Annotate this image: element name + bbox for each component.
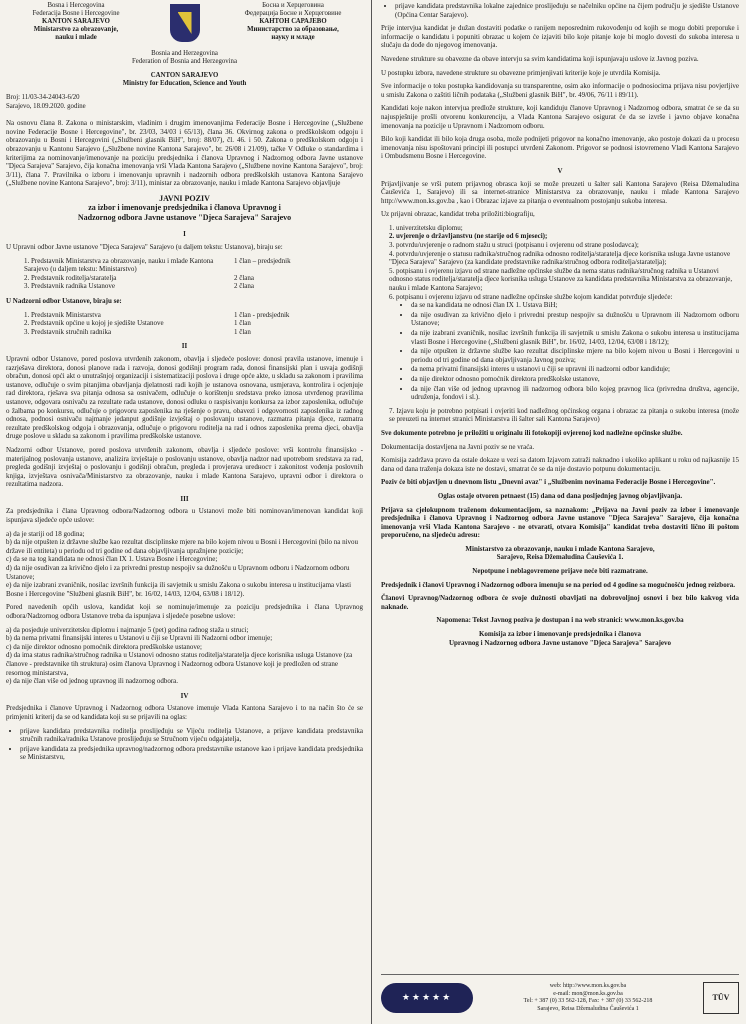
cert-label: TÜV [712,993,730,1003]
submission-address [381,545,739,562]
roster-role: 2. Predstavnik općine u kojoj je sjedište Ustanove [24,319,164,328]
list-item: • da nije direktor odnosno pomoćnik direktora predškolske ustanove, [411,375,739,384]
list-item: • da nije osuđivan za krivično djelo i privredni prestup nespojiv sa dužnošću u Upravnom ili Nadzornom odboru Ustanove; [411,311,739,328]
list-item: a) da je stariji od 18 godina; [6,529,85,538]
upravni-roster [24,257,363,291]
section-paragraph: U Upravni odbor Javne ustanove "Djeca Sarajeva" Sarajevo (u daljem tekstu: Ustanova), biraju se: [6,243,283,252]
address-line: Ministarstvo za obrazovanje, nauku i mlade Kantona Sarajevo, [465,544,655,553]
lh-line: науку и младе [271,34,315,41]
lh-line: nauku i mlade [55,34,97,41]
body-paragraph: Nepotpune i neblagovremene prijave neće biti razmatrane. [472,567,648,576]
list-item: e) da nije izabrani zvaničnik, nosilac izvršnih funkcija ili savjetnik u smislu Zakona o sukobu interesa u institucijama vlasti Bosne i Hercegovine "Službeni glasnik BiH", br. 16/02, 14/03, 12/04, 63/08 i 18/12). [6,581,352,598]
body-paragraph: Uz prijavni obrazac, kandidat treba priložiti:biografiju, [381,210,535,219]
lh-line: Босна и Херцеговина [262,2,324,9]
list-item: b) da nije otpušten iz državne službe kao rezultat disciplinske mjere na bilo kojem nivou u Bosni i Hercegovini (bilo na nivou države ili entiteta) u periodu od tri godine od dana objavljivanja upražnjene pozicije; [6,538,359,555]
body-paragraph: Članovi Upravnog/Nadzornog odbora će svoje dužnosti obavljati na dobrovoljnoj osnovi i bez bilo kakvog vida naknade. [381,594,739,611]
list-item: • prijave kandidata predstavnika roditelja proslijeđuju se Vijeću roditelja Ustanove, a prijave kandidata predstavnika stručnih radnika/radnika Ustanove proslijeđuju se Stručnom vijeću odgajatelja, [20,727,363,744]
list-item: c) da se na tog kandidata ne odnosi član IX 1. Ustava Bosne i Hercegovine; [6,555,218,564]
roster-count: 1 član [234,327,251,336]
lh-line: Министарство за образовање, [247,26,339,33]
body-paragraph: Sve informacije o toku postupka kandidovanja su transparentne, osim ako informacije o podnosiocima prijava nisu povjerljive u smislu Zakona o zaštiti ličnih podataka („Službeni glasnik BiH", br. 49/06, 76/11 i 89/11). [381,82,739,99]
stars-logo-icon: ★★★★★ [381,983,473,1013]
body-paragraph: Oglas ostaje otvoren petnaest (15) dana od dana posljednjeg javnog objavljivanja. [437,491,683,500]
title-line: JAVNI POZIV [159,193,210,203]
roster-role: 1. Predstavnik Ministarstva za obrazovanje, nauku i mlade Kantona Sarajevo (u daljem tekstu: Ministarstvo) [24,256,214,274]
body-paragraph: U postupku izbora, navedene strukture su obavezne primjenjivati kriterije koje je utvrdila Komisija. [381,68,661,77]
reference-block [6,94,363,111]
section-paragraph: Za predsjednika i člana Upravnog odbora/Nadzornog odbora u Ustanovi može biti nominovan/imenovan kandidat koji ispunjava sljedeće opće uslove: [6,507,363,525]
lh-line: Bosna i Hercegovina [47,2,105,9]
list-item: 1. univerzitetsku diplomu; [389,223,463,232]
body-paragraph: Kandidati koje nakon intervjua predlože strukture, koji kandiduju članove Upravnog i Nadzornog odbora, smatrat će se da su najuspješnije prošli otvorenu konkurenciju, a Vlada Kantona Sarajevo osigurat će da se izvrše i javno objave konačna imenovanja na pozicije u Upravnom i Nadzornom odboru. [381,104,739,130]
signature-line: Komisija za izbor i imenovanje predsjednika i članova [478,630,642,639]
roster-count: 1 član [234,319,251,328]
title-line: Nadzornog odbora Javne ustanove "Djeca Sarajeva" Sarajevo [77,212,292,222]
letterhead-latin [6,2,146,42]
column-divider [371,0,372,1024]
section-heading: III [180,494,189,503]
body-paragraph: Predsjednik i članovi Upravnog i Nadzornog odbora imenuju se na period od 4 godine sa mogućnošću jednog reizbora. [381,580,736,589]
body-paragraph: Komisija zadržava pravo da ostale dokaze u vezi sa datom Izjavom zatraži naknadno i ukoliko aplikant u roku od najkasnije 15 dana od dana traženja dokaza iste ne dostavi, smatrat će se da nije dostavio potpunu dokumentaciju. [381,456,739,473]
list-item: d) da nije osuđivan za krivično djelo i za privredni prestup nespojiv sa dužnošću u Upravnom odboru i Nadzornom odboru Ustanove; [6,564,350,581]
list-item: 5. potpisanu i ovjerenu izjavu od strane nadležne općinske službe da nema status radnika/stručnog radnika u Ustanovi odnosno status roditelja/staratelja djece korisnika usluga Ustanove za kandidata predstavnika Ministarstva za obrazovanje, nauku i mlade Kantona Sarajevo; [389,266,733,293]
document-title [6,194,363,223]
list-item: 2. uvjerenje o državljanstvu (ne starije od 6 mjeseci); [389,232,548,241]
declaration-sublist [381,301,739,402]
list-item: • prijave kandidata za predsjednika upravnog/nadzornog odbora predstavnike ustanove kao i prijave kandidata predsjednika se Ministarstvu, [20,745,363,762]
footer-address: Sarajevo, Reisa Džemaludina Čauševića 1 [537,1005,639,1012]
section-heading: II [181,342,188,351]
list-item: c) da nije direktor odnosno pomoćnik direktora predškolske ustanove; [6,642,202,651]
reference-number: Broj: 11/03-34-24043-6/20 [6,94,80,101]
body-paragraph: 7. Izjavu koju je potrebno potpisati i ovjeriti kod nadležnog općinskog organa i obrazac za pitanja o sukobu interesa (može se preuzeti na internet stranici Ministarstva ili šalter sali Kantona Sarajevo) [389,406,739,424]
section-heading: IV [180,691,189,700]
list-item: 4. potvrdu/uvjerenje o statusu radnika/stručnog radnika odnosno roditelja/staratelja djece korisnika usluga Javne ustanove "Djeca Sarajeva" Sarajevo (za kandidate predstavnike radnika/stručnog odbora roditelja/staratelja); [389,249,731,267]
section-heading: V [557,166,563,175]
roster-role: 1. Predstavnik Ministarstva [24,310,101,319]
list-item: 6. potpisanu i ovjerenu izjavu od strane nadležne općinske službe kojom kandidat potvrđuje sljedeće: [389,292,673,301]
documents-list [389,224,739,301]
list-item: 3. potvrdu/uvjerenje o radnom stažu u struci (potpisanu i ovjerenu od strane poslodavca); [389,241,639,250]
letterhead-english [6,50,363,88]
left-column [6,0,363,1024]
list-item: • da nije član više od jednog upravnog ili nadzornog odbora bilo kojeg pravnog lica (privredna društva, agencije, udruženja, fondovi i sl.). [411,385,739,402]
roster-count: 1 član - predsjednik [234,310,290,319]
section-paragraph: Pored navedenih općih uslova, kandidat koji se nominuje/imenuje za poziciju predsjednika i člana Upravnog odbora/Nadzornog odbora Ustanove treba da ispunjava i sljedeće posebne uslove: [6,603,363,620]
intro-paragraph: Na osnovu člana 8. Zakona o ministarskim, vladinim i drugim imenovanjima Federacije Bosne i Hercegovine („Službene novine Federacije Bosne i Hercegovine", br. 23/03, 34/03 i 65/13), člana 36. Okvirnog zakona o predškolskom odgoju i obrazovanju u Bosni i Hercegovini („Službeni glasnik BiH", broj: 88/07), čl. 46. i 50. Zakona o predškolskom odgoju i obrazovanju u Kantonu Sarajevo („Službene novine Kantona Sarajevo", br. 26/08 i 21/09), tačke V Odluke o standardima i kriterijima za nominovanje/imenovanje na poziciju predsjednika i članova Upravnog i Nadzornog odbora Javne ustanove "Djeca Sarajeva" Sarajevo, čija konačna imenovanja vrši Vlada Kantona Sarajevo („Službene novine Kantona Sarajevo", broj: 3/11), člana 7. Pravilnika o izboru i imenovanju upravnih i nadzornih odbora predškolskih ustanova Kantona Sarajevo („Službene novine Kantona Sarajevo", broj: 3/11), ministar za obrazovanje, nauku i mlade Kantona Sarajevo objavljuje [6,119,363,188]
section-paragraph: Nadzorni odbor Ustanove, pored poslova utvrđenih zakonom, obavlja i sljedeće poslove: vrši kontrolu finansijsko - materijalnog poslovanja ustanove, analizira izvještaje o poslovanju ustanove, obavlja nadzor nad upotrebom sredstava za rad, pregleda godišnji izvještaj o poslovanju i godišnji obračun, pregleda i provjerava uredност i zakonitost vođenja poslovnih knjiga, izvještava osnivača/Ministarstvo za obrazovanje, nauku i mlade Kantona Sarajevo, upravni odbor i direktora o rezultatima nadzora. [6,445,363,489]
signature-block [381,630,739,647]
lh-line: Ministry for Education, Science and Youth [122,80,247,87]
lh-line: CANTON SARAJEVO [150,72,219,79]
body-paragraph: Sve dokumente potrebno je priložiti u originalu ili fotokopiji ovjerenoj kod nadležne općinske službe. [381,428,683,437]
lh-line: KANTON SARAJEVO [42,18,110,25]
general-conditions-list [6,530,363,599]
coat-of-arms-icon [170,4,200,42]
letterhead [6,2,363,44]
roster-count: 2 člana [234,282,255,291]
body-paragraph: Prijava sa cjelokupnom traženom dokumentacijom, sa naznakom: „Prijava na Javni poziv za izbor i imenovanje predsjednika i članova Upravnog i Nadzornog odbora Javne ustanove "Djeca Sarajeva" Sarajevo, čija konačna imenovanja vrši Vlada Kantona Sarajevo - ne otvarati, otvara Komisija" kandidat treba dostaviti lično ili poštom preporučeno, na sljedeću adresu: [381,505,739,540]
body-paragraph: Prijavljivanje se vrši putem prijavnog obrasca koji se može preuzeti u šalter sali Kantona Sarajevo (Reisa Džemaludina Čauševića 1, Sarajevo) ili sa internet-stranice Ministarstva za obrazovanje, nauku i mlade Kantona Sarajevo http://www.mon.ks.gov.ba , kao i Obrazac izjave za pitanja o eventualnom postojanju sukoba interesa. [381,179,739,205]
roster-count: 1 član – predsjednik [234,256,291,265]
roster-role: 2. Predstavnik roditelja/staratelja [24,273,117,282]
roster-role: 3. Predstavnik radnika Ustanove [24,282,115,291]
special-conditions-list [6,626,363,686]
lh-line: КАНТОН САРАЈЕВО [259,18,327,25]
address-line: Sarajevo, Reisa Džemaludina Čauševića 1. [496,553,624,562]
footer-contact [473,983,703,1013]
section-paragraph: U Nadzorni odbor Ustanove, biraju se: [6,297,122,305]
section-heading: I [183,230,186,239]
body-paragraph: Poziv će biti objavljen u dnevnom listu „Dnevni avaz" i „Službenim novinama Federacije Bosne i Hercegovine". [381,478,716,487]
nomination-list [6,727,363,762]
lh-line: Federation of Bosnia and Herzegovina [132,58,237,65]
section-paragraph: Predsjednika i članove Upravnog i Nadzornog odbora Ustanove imenuje Vlada Kantona Sarajevo i to na način što će se primjeniti kriterij da se od kandidata koji su se prijavili na oglas: [6,704,363,721]
signature-line: Upravnog i Nadzornog odbora Javne ustanove "Djeca Sarajeva" Sarajevo [448,638,672,647]
body-paragraph: Bilo koji kandidat ili bilo koja druga osoba, može podnijeti prigovor na konačno imenovanje, ako postoje dokazi da u procesu imenovanja nisu ispoštovani principi ili postupci utvrđeni Zakonom. Prigovor se podnosi istovremeno Vladi Kantona Sarajevo i Ombudsmenu Bosne i Hercegovine. [381,135,739,161]
body-paragraph: Prije intervjua kandidat je dužan dostaviti podatke o ranijem neposrednim rukovođenju od kojih se mogu dobiti preporuke i informacije o kandidatu i popuniti obrazac u kojem će izjaviti bilo koje pitanje koje bi moglo dovesti do sukoba interesa u slučaju da dođe do njegovog imenovanja. [381,24,739,50]
document-date: Sarajevo, 18.09.2020. godine [6,102,86,110]
list-item: • da nema privatni finansijski interes u ustanovi u čiji se upravni ili nadzorni odbor kandiduje; [411,365,739,374]
lh-line: Federacija Bosne i Hercegovine [32,10,120,17]
roster-count: 2 člana [234,273,255,282]
right-column [381,0,739,1024]
continued-list [381,2,739,19]
nadzorni-roster [24,311,363,337]
footer-phone: Tel: + 387 (0) 33 562-128, Fax: + 387 (0) 33 562-218 [523,998,653,1004]
lh-line: Федерација Босне и Херцеговине [244,10,342,17]
certification-logo-icon [703,982,739,1014]
footer-email: e-mail: mon@mon.ks.gov.ba [553,990,623,997]
list-item: • da nije otpušten iz državne službe kao rezultat disciplinske mjere na bilo kojem nivou u Bosni i Hercegovini u periodu od tri godine od dana objavljivanja Javnog poziva; [411,347,739,364]
body-paragraph: Dokumentacija dostavljena na Javni poziv se ne vraća. [381,442,535,451]
body-paragraph: Napomena: Tekst Javnog poziva je dostupan i na web stranici: www.mon.ks.gov.ba [436,616,684,625]
lh-line: Ministarstvo za obrazovanje, [33,26,119,33]
letterhead-cyrillic [223,2,363,42]
list-item: • da se na kandidata ne odnosi član IX 1. Ustava BiH; [411,301,739,310]
footer-web: web: http://www.mon.ks.gov.ba [549,983,627,989]
list-item: b) da nema privatni finansijski interes u Ustanovi u čiji se Upravni ili Nadzorni odbor imenuje; [6,634,273,643]
lh-line: Bosnia and Herzegovina [151,50,218,57]
list-item: • prijave kandidata predstavnika lokalne zajednice proslijeđuju se načelniku općine na čijem području je sjedište Ustanove (Općina Centar Sarajevo). [395,2,739,19]
section-paragraph: Upravni odbor Ustanove, pored poslova utvrđenih zakonom, obavlja i sljedeće poslove: donosi pravila ustanove, imenuje i razrješava direktora, donosi planove rada i razvoja, donosi godišnji program rada, donosi finansijski plan i usvaja godišnji obračun, donosi opći akt o unutrašnjoj organizaciji i sistematizaciji poslova i druge opće akte, u skladu sa zakonom i pravilima ustanove, odlučuje o svim pitanjima obavljanja djelatnosti radi kojih je ustanova osnovana, usmjerava, kontrolira i ocjenjuje rad direktora, rješava sva pitanja odnosa sa osnivačem, odlučuje o korištenju sredstava preko iznosa utvrđenog pravilima ustanove, odgovara osnivaču za rezultate rada ustanove, donosi odluku o raspisivanju konkursa za izbor zaposlenika, odlučuje o žalbama po konkursu, odlučuje o prigovoru zaposlenika na rješenje o pravu, obavezi i odgovornosti zaposlenika iz radnog odnosa, podnosi osnivaču najmanje jedanput godišnje izvještaj o poslovanju ustanove, razmatra pitanja djece, razmatra rezultate predškolskog odgoja i obrazovanja, odlučuje o prigovoru roditelja na rad i odnos zaposlenika prema djeci, obavlja druge poslove u skladu sa zakonom i pravilima predškolske ustanove. [6,354,363,441]
list-item: e) da nije član više od jednog upravnog ili nadzornog odbora. [6,677,179,686]
page-footer [381,974,739,1021]
list-item: • da nije izabrani zvaničnik, nosilac izvršnih funkcija ili savjetnik u smislu Zakona o sukobu interesa u institucijama vlasti Bosne i Hercegovine („Službeni glasnik BiH", br. 16/02, 14/03, 12/04, 63/08 i 18/12); [411,329,739,346]
list-item: d) da ima status radnika/stručnog radnika u Ustanovi odnosno status roditelja/staratelja djece korisnika usluga Ustanove (za članove - predstavnike tih struktura) osim članova Upravnog i Nadzornog odbora Ustanove koji je predložen od strane resornog ministarstva, [6,651,353,677]
roster-role: 3. Predstavnik stručnih radnika [24,327,112,336]
list-item: a) da posjeduje univerzitetsku diplomu i najmanje 5 (pet) godina radnog staža u struci; [6,625,249,634]
title-line: za izbor i imenovanje predsjednika i članova Upravnog i [88,203,281,213]
body-paragraph: Navedene strukture su obavezne da obave intervju sa svim kandidatima koji ispunjavaju uslove iz Javnog poziva. [381,54,699,63]
